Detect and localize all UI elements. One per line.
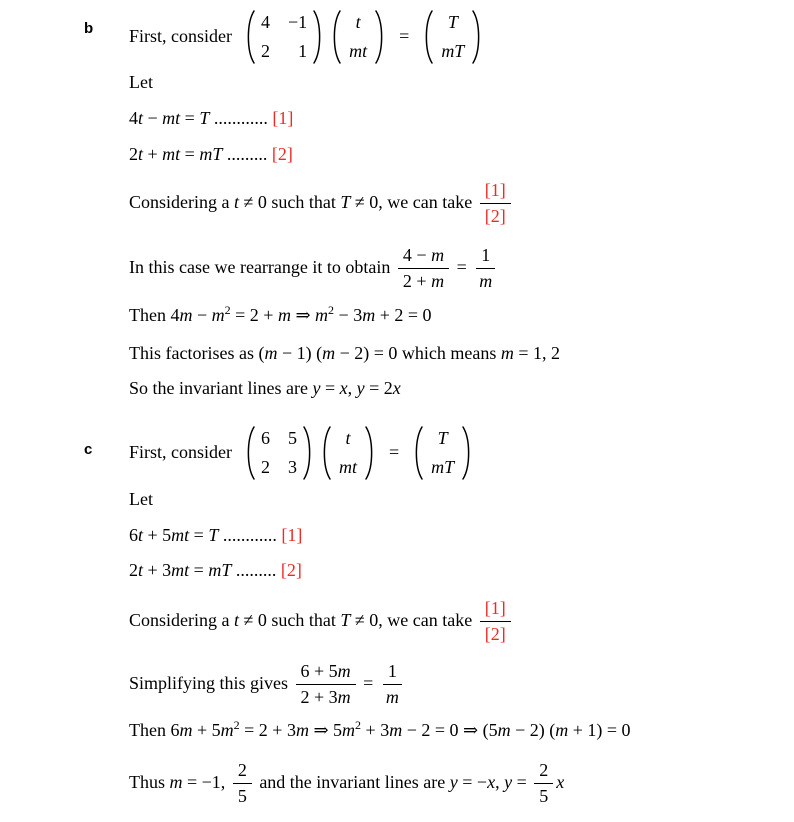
math-token: 2 xyxy=(328,303,335,317)
vector-cell: mt xyxy=(339,456,357,477)
left-paren-icon xyxy=(243,425,256,481)
math-token: = 2 xyxy=(364,378,393,398)
math-fraction xyxy=(474,245,497,291)
vector-cell: t xyxy=(345,428,351,449)
math-token: So the invariant lines are xyxy=(129,378,313,398)
math-token: = xyxy=(180,108,200,128)
vector-cells xyxy=(342,11,374,63)
equation-2-b xyxy=(129,143,293,166)
math-token: [1] xyxy=(281,525,303,545)
math-token: = 2 + xyxy=(230,305,278,325)
math-token: 5 xyxy=(237,785,247,806)
math-token: y xyxy=(504,772,513,793)
math-token: = −1, xyxy=(182,772,230,793)
matrix-cell: 4 xyxy=(261,12,270,33)
simplify-line-c xyxy=(129,657,407,711)
math-token: and the invariant lines are xyxy=(254,772,450,793)
considering-line-b xyxy=(129,177,514,229)
math-token: m xyxy=(322,343,336,363)
math-token: m xyxy=(220,720,234,740)
vector-cell: t xyxy=(355,12,361,33)
math-token: y xyxy=(312,378,321,398)
math-token: = 2 + 3 xyxy=(239,720,296,740)
math-token: ......... xyxy=(222,144,272,164)
math-fraction xyxy=(296,661,356,707)
math-token: m xyxy=(385,686,399,707)
math-fraction xyxy=(480,598,511,644)
math-token: = xyxy=(320,378,340,398)
conclusion-line-c xyxy=(129,756,564,810)
equals-sign: = xyxy=(399,26,410,47)
math-token: = xyxy=(189,560,209,580)
math-token: ............ xyxy=(209,108,273,128)
math-token: + 2 = 0 xyxy=(375,305,432,325)
math-token: T xyxy=(208,525,219,545)
math-token: 2 xyxy=(237,759,247,780)
math-token: m xyxy=(295,720,309,740)
let-label-b: Let xyxy=(129,72,153,92)
math-token: m xyxy=(362,305,376,325)
math-token: mT xyxy=(199,144,223,164)
part-label-c: c xyxy=(84,441,93,458)
vector-cells xyxy=(424,427,461,479)
math-token: ≠ 0, we can take xyxy=(350,610,477,631)
math-fraction xyxy=(233,760,252,806)
math-token: m xyxy=(179,720,193,740)
equals-sign: = xyxy=(389,442,400,463)
math-token: 2 xyxy=(224,303,231,317)
math-token: t xyxy=(138,525,144,545)
part-label-b: b xyxy=(84,20,94,37)
math-token: m xyxy=(389,720,403,740)
math-token: t xyxy=(234,192,240,213)
math-token: − 1) ( xyxy=(277,343,323,363)
rearrange-line-b xyxy=(129,241,500,295)
math-token: m xyxy=(211,305,225,325)
right-paren-icon xyxy=(364,425,377,481)
math-token: 2 xyxy=(539,759,549,780)
math-token: = xyxy=(452,257,472,278)
equation-1-c xyxy=(129,524,302,547)
math-token: = − xyxy=(457,772,488,793)
math-fraction xyxy=(534,760,553,806)
conclusion-line-b xyxy=(129,377,401,400)
equation-1-b xyxy=(129,107,293,130)
left-paren-icon xyxy=(319,425,332,481)
vector-cell: T xyxy=(447,12,458,33)
math-token: + 5 xyxy=(143,525,172,545)
vector-out-c xyxy=(411,425,474,481)
math-token: 1 xyxy=(481,244,491,265)
math-token: [1] xyxy=(272,108,294,128)
math-token: ≠ 0 such that xyxy=(239,610,341,631)
math-token: Thus xyxy=(129,772,170,793)
math-token: m xyxy=(431,244,445,265)
vector-cell: mT xyxy=(431,456,455,477)
considering-line-c xyxy=(129,595,514,647)
math-token: − 3 xyxy=(334,305,363,325)
math-token: m xyxy=(497,720,511,740)
math-token: [1] xyxy=(484,179,506,200)
matrix-cell: 1 xyxy=(298,40,308,61)
math-token: mT xyxy=(208,560,232,580)
math-token: 2 xyxy=(233,718,240,732)
right-paren-icon xyxy=(302,425,315,481)
math-token: Simplifying this gives xyxy=(129,673,293,694)
math-token: = xyxy=(358,673,378,694)
vector-out-b xyxy=(421,9,484,65)
vector-cell: T xyxy=(437,428,448,449)
math-token: + 3 xyxy=(143,560,172,580)
math-token: m xyxy=(179,305,193,325)
math-token: = xyxy=(180,144,200,164)
math-token: x xyxy=(556,772,565,793)
then-line-b xyxy=(129,304,432,327)
intro-text-c: First, consider xyxy=(129,442,232,463)
math-token: − 2) = 0 which means xyxy=(335,343,501,363)
math-token: [2] xyxy=(484,205,506,226)
math-token: 4 − xyxy=(402,244,432,265)
math-token: T xyxy=(340,610,351,631)
math-token: x xyxy=(339,378,348,398)
math-token: [2] xyxy=(280,560,302,580)
math-token: 5 xyxy=(539,785,549,806)
left-paren-icon xyxy=(411,425,424,481)
math-token: − 2) ( xyxy=(510,720,556,740)
math-token: y xyxy=(449,772,458,793)
math-token: m xyxy=(342,720,356,740)
matrix-b xyxy=(243,9,325,65)
matrix-cell: 2 xyxy=(261,456,270,477)
math-token: Then 6 xyxy=(129,720,180,740)
math-token: Considering a xyxy=(129,610,234,631)
matrix-c xyxy=(243,425,315,481)
math-token: = 1, 2 xyxy=(513,343,561,363)
matrix-cell: 5 xyxy=(288,428,297,449)
math-token: 1 xyxy=(387,660,397,681)
math-token: ............ xyxy=(218,525,282,545)
math-token: [1] xyxy=(484,597,506,618)
math-token: t xyxy=(138,108,144,128)
math-token: Then 4 xyxy=(129,305,180,325)
math-token: 2 xyxy=(129,144,138,164)
intro-line-b xyxy=(129,8,486,66)
vector-cells xyxy=(434,11,471,63)
math-token: ≠ 0, we can take xyxy=(350,192,477,213)
math-token: mt xyxy=(171,560,190,580)
math-token: ⇒ 5 xyxy=(308,720,343,740)
math-token: x xyxy=(392,378,401,398)
math-token: , xyxy=(495,772,505,793)
math-fraction xyxy=(480,180,511,226)
left-paren-icon xyxy=(329,9,342,65)
math-token: 4 xyxy=(129,108,138,128)
right-paren-icon xyxy=(312,9,325,65)
equation-2-c xyxy=(129,559,302,582)
vector-in-b xyxy=(329,9,387,65)
math-token: + 3 xyxy=(361,720,390,740)
math-token: 2 xyxy=(129,560,138,580)
left-paren-icon xyxy=(243,9,256,65)
right-paren-icon xyxy=(461,425,474,481)
math-token: T xyxy=(199,108,210,128)
math-token: 6 + 5 xyxy=(300,660,338,681)
let-label-c: Let xyxy=(129,489,153,509)
matrix-cell: 3 xyxy=(288,456,297,477)
right-paren-icon xyxy=(471,9,484,65)
intro-text-b: First, consider xyxy=(129,26,232,47)
math-token: m xyxy=(337,660,351,681)
math-token: Considering a xyxy=(129,192,234,213)
math-token: t xyxy=(138,144,144,164)
math-token: m xyxy=(479,270,493,291)
math-token: − xyxy=(143,108,163,128)
left-paren-icon xyxy=(421,9,434,65)
math-token: m xyxy=(315,305,329,325)
math-token: 2 + 3 xyxy=(300,686,338,707)
vector-cells xyxy=(332,427,364,479)
vector-cell: mT xyxy=(441,40,465,61)
math-token: This factorises as ( xyxy=(129,343,265,363)
math-token: ≠ 0 such that xyxy=(239,192,341,213)
math-token: m xyxy=(555,720,569,740)
matrix-cells-c xyxy=(256,427,302,479)
math-token: , xyxy=(347,378,357,398)
math-token: − 2 = 0 ⇒ (5 xyxy=(402,720,498,740)
math-token: mt xyxy=(162,108,181,128)
intro-line-c xyxy=(129,424,476,482)
math-fraction xyxy=(381,661,404,707)
math-token: + 1) = 0 xyxy=(568,720,631,740)
math-token: = xyxy=(189,525,209,545)
matrix-cells-b xyxy=(256,11,312,63)
math-token: m xyxy=(264,343,278,363)
matrix-cell: 2 xyxy=(261,40,270,61)
matrix-cell: 6 xyxy=(261,428,270,449)
math-token: − xyxy=(192,305,212,325)
math-token: m xyxy=(169,772,183,793)
math-token: mt xyxy=(162,144,181,164)
math-token: + xyxy=(143,144,163,164)
math-token: 2 xyxy=(355,718,362,732)
vector-cell: mt xyxy=(349,40,368,61)
math-token: [2] xyxy=(271,144,293,164)
math-token: t xyxy=(234,610,240,631)
math-token: m xyxy=(431,270,445,291)
math-token: = xyxy=(512,772,532,793)
vector-in-c xyxy=(319,425,377,481)
math-token: m xyxy=(277,305,291,325)
math-token: ⇒ xyxy=(290,305,316,325)
math-token: y xyxy=(356,378,365,398)
math-token: x xyxy=(487,772,496,793)
math-token: T xyxy=(340,192,351,213)
math-token: mt xyxy=(171,525,190,545)
math-token: 2 + xyxy=(402,270,432,291)
math-token: + 5 xyxy=(192,720,221,740)
math-token: m xyxy=(500,343,514,363)
math-token: ......... xyxy=(231,560,281,580)
math-token: 6 xyxy=(129,525,138,545)
math-token: m xyxy=(337,686,351,707)
math-token: In this case we rearrange it to obtain xyxy=(129,257,395,278)
right-paren-icon xyxy=(374,9,387,65)
math-fraction xyxy=(398,245,449,291)
math-token: t xyxy=(138,560,144,580)
math-token: [2] xyxy=(484,623,506,644)
matrix-cell: −1 xyxy=(288,12,308,33)
factorise-line-b xyxy=(129,342,560,365)
then-line-c xyxy=(129,719,631,742)
